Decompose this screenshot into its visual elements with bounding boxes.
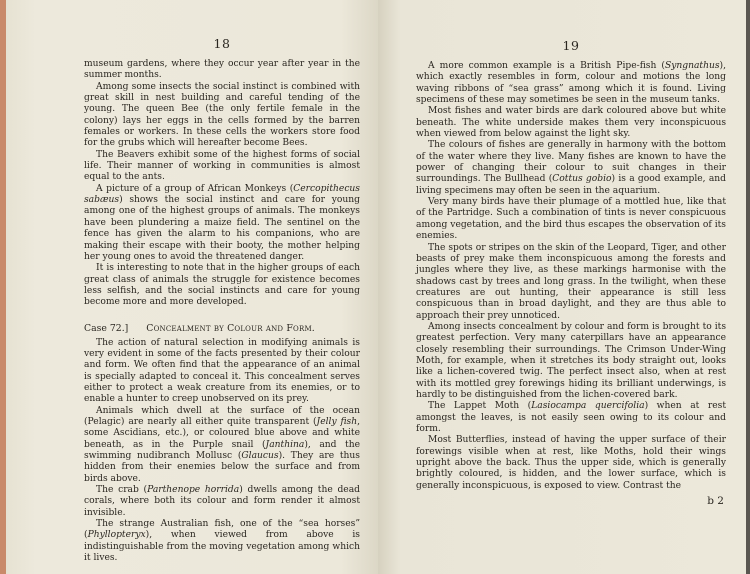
paragraph: Very many birds have their plumage of a mottled hue, like that of the Partridge. Such a combination of tints is never conspicuous among vegetation, and the bird thus escapes the observation of its enemies. <box>416 197 726 242</box>
text: Animals which dwell at the surface of the ocean (Pelagic) are nearly all either quite transparent ( <box>84 405 360 427</box>
species-name: Phyllopteryx <box>87 530 146 541</box>
text: ) shows the social instinct and care for young among one of the highest groups of animals. The monkeys have been plundering a maize field. The sentinel on the fence has given the alarm to his companions, who are making their escape with their booty, the mother helping her young ones to avoid the threatened danger. <box>84 195 360 262</box>
paragraph: It is interesting to note that in the higher groups of each great class of animals the struggle for existence becomes less selfish, and the social instincts and care for young become more and more developed. <box>84 263 360 308</box>
text: ), when viewed from above is indistinguishable from the moving vegetation among which it lives. <box>84 530 360 564</box>
paragraph: The action of natural selection in modifying animals is very evident in some of the facts presented by their colour and form. We often find that the appearance of an animal is specially adapted to conceal it. This concealment serves either to protect a weak creature from its enemies, or to enable a hunter to creep unobserved on its prey. <box>84 337 360 405</box>
signature-mark: b 2 <box>707 495 724 508</box>
text: The colours of fishes are generally in harmony with the bottom of the water where they live. Many fishes are known to have the power of changing their colour to suit changes in their surroundings. The Bullhead ( <box>416 140 726 185</box>
species-name: Syngnathus <box>664 61 720 71</box>
case-label: Case 72.] <box>84 322 129 334</box>
species-name: Lasiocampa quercifolia <box>531 401 645 412</box>
paragraph <box>84 519 360 564</box>
species-name: Janthina <box>265 439 305 450</box>
species-name: Glaucus <box>241 451 279 461</box>
text: ) dwells among the dead corals, where both its colour and form render it almost invisible. <box>84 485 360 518</box>
species-name: Cercopithecus sabæus <box>84 183 360 206</box>
paragraph <box>416 401 726 435</box>
paragraph: The Beavers exhibit some of the highest forms of social life. Their manner of working in communities is almost equal to the ants. <box>84 149 360 183</box>
left-page <box>6 0 378 574</box>
paragraph <box>84 406 360 485</box>
text: The Lappet Moth ( <box>428 401 532 412</box>
page-number: 19 <box>562 38 580 53</box>
section-heading: Concealment by Colour and Form. <box>146 322 315 334</box>
paragraph <box>84 485 360 519</box>
text: , some Ascidians, etc.), or coloured blue above and white beneath, as in the Purple snail ( <box>84 416 360 450</box>
text: ) when at rest amongst the leaves, is not easily seen owing to its colour and form. <box>416 401 726 434</box>
text: The strange Australian fish, one of the “sea horses” ( <box>84 519 360 541</box>
text: A more common example is a British Pipe-fish ( <box>428 61 665 71</box>
right-page <box>378 0 746 574</box>
paragraph <box>416 140 726 197</box>
text: ) is a good example, and living specimens may often be seen in the aquarium. <box>416 174 726 196</box>
paragraph <box>84 184 360 263</box>
species-name: Parthenope horrida <box>147 485 240 496</box>
paragraph: Most fishes and water birds are dark coloured above but white beneath. The white underside makes them very inconspicuous when viewed from below against the light sky. <box>416 106 726 140</box>
paragraph: Among insects concealment by colour and form is brought to its greatest perfection. Very many caterpillars have an appearance closely resembling their surroundings. The Crimson Under-Wing Moth, for example, when it stretches its body straight out, looks like a lichen-covered twig. The perfect insect also, when at rest with its mottled grey forewings hiding its brilliant underwings, is hardly to be distinguished from the lichen-covered bark. <box>416 321 726 400</box>
paragraph: The spots or stripes on the skin of the Leopard, Tiger, and other beasts of prey make them inconspicuous among the forests and jungles where they live, as these markings harmonise with the shadows cast by trees and long grass. In the twilight, when these creatures are out hunting, their appearance is still less conspicuous than in broad daylight, and they are thus able to approach their prey unnoticed. <box>416 242 726 321</box>
paragraph: museum gardens, where they occur year after year in the summer months. <box>84 59 360 81</box>
text: ). They are thus hidden from their enemies below the surface and from birds above. <box>84 451 360 484</box>
text: The crab ( <box>96 485 148 496</box>
text: ), and the swimming nudibranch Mollusc ( <box>84 439 360 461</box>
species-name: Cottus gobio <box>552 174 612 185</box>
paragraph: Among some insects the social instinct is combined with great skill in nest building and careful tending of the young. The queen Bee (the only fertile female in the colony) lays her eggs in the cells formed by the barren females or workers. In these cells the workers store food for the grubs which will hereafter become Bees. <box>84 81 360 149</box>
text: A picture of a group of African Monkeys ( <box>96 183 294 194</box>
page-number: 18 <box>213 36 231 51</box>
species-name: Jelly fish <box>316 416 358 427</box>
paragraph: Most Butterflies, instead of having the upper surface of their forewings visible when at rest, like Moths, hold their wings upright above the back. Thus the upper side, which is generally brightly coloured, is hidden, and the lower surface, which is generally inconspicuous, is exposed to view. Contrast the <box>416 435 726 491</box>
section-header <box>84 323 360 335</box>
paragraph <box>416 61 726 106</box>
text: ), which exactly resembles in form, colour and motions the long waving ribbons of “sea grass” among which it is found. Living specimens of these may sometimes be seen in the museum tanks. <box>416 61 726 106</box>
